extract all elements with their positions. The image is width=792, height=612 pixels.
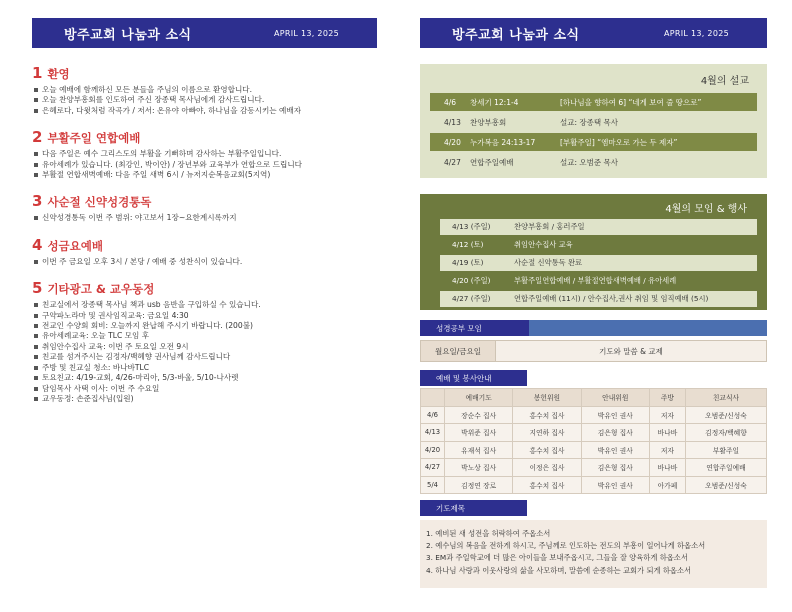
table-header-row: 예배기도 봉헌위원 안내위원 주방 친교식사 bbox=[421, 389, 767, 407]
list-item: 토요친교: 4/19-교회, 4/26-마리아, 5/3-바울, 5/10-나사렛 bbox=[32, 373, 377, 383]
bullet-icon bbox=[34, 387, 38, 391]
left-header bbox=[32, 18, 377, 48]
bullet-icon bbox=[34, 397, 38, 401]
services-bar bbox=[420, 370, 527, 386]
section-title: 환영 bbox=[47, 67, 70, 81]
event-row: 4/19 (토) 사순절 신약통독 완료 bbox=[440, 255, 757, 271]
bar-accent bbox=[529, 320, 767, 336]
bullet-icon bbox=[34, 216, 38, 220]
sermon-row: 4/20 누가복음 24:13-17 [부활주일] “엠마오로 가는 두 제자” bbox=[430, 133, 757, 151]
section-welcome bbox=[32, 64, 377, 116]
list-item: 오늘 예배에 함께하신 모든 분들을 주님의 이름으로 환영합니다. bbox=[32, 85, 377, 95]
sermon-panel-title: 4월의 설교 bbox=[700, 76, 749, 87]
list-item: 유아세례교육: 오늘 TLC 모임 후 bbox=[32, 331, 377, 341]
section-number: 2 bbox=[32, 128, 43, 147]
list-item: 교우동정: 손준집사님(입원) bbox=[32, 394, 377, 404]
section-easter bbox=[32, 128, 377, 180]
list-item: 주방 및 친교실 청소: 바나바TLC bbox=[32, 363, 377, 373]
prayer-bar bbox=[420, 500, 527, 516]
section-number: 3 bbox=[32, 192, 43, 211]
prayer-item: 3. EM과 주일학교에 더 많은 아이들을 보내주옵시고, 그들을 잘 양육하게 하옵소서 bbox=[426, 553, 688, 563]
bullet-icon bbox=[34, 152, 38, 156]
prayer-label: 기도제목 bbox=[436, 503, 465, 513]
bullet-icon bbox=[34, 109, 38, 113]
announcements bbox=[32, 64, 377, 412]
event-row: 4/27 (주일) 연합주일예배 (11시) / 안수집사,권사 취임 및 임직예배 (5시) bbox=[440, 291, 757, 307]
bullet-icon bbox=[34, 345, 38, 349]
bullet-icon bbox=[34, 314, 38, 318]
section-title: 부활주일 연합예배 bbox=[47, 131, 141, 146]
events-panel bbox=[420, 194, 767, 310]
sermon-row: 4/13 찬양부흥회 설교: 장종택 목사 bbox=[444, 117, 619, 127]
section-number: 1 bbox=[32, 64, 43, 82]
list-item: 부활절 연합새벽예배: 다음 주일 새벽 6시 / 뉴저지순복음교회(5지역) bbox=[32, 170, 377, 180]
bullet-icon bbox=[34, 324, 38, 328]
list-item: 취임안수집사 교육: 이번 주 토요일 오전 9시 bbox=[32, 342, 377, 352]
section-good-friday bbox=[32, 236, 377, 267]
bible-study-bar bbox=[420, 320, 767, 336]
section-title: 기타광고 & 교우동정 bbox=[47, 282, 155, 297]
bible-study-day: 월요일/금요일 bbox=[421, 341, 496, 361]
sermon-panel bbox=[420, 64, 767, 178]
bullet-icon bbox=[34, 303, 38, 307]
section-bible-reading bbox=[32, 192, 377, 223]
bible-study-row bbox=[420, 340, 767, 362]
services-label: 예배 및 봉사안내 bbox=[436, 373, 492, 383]
bullet-icon bbox=[34, 98, 38, 102]
events-panel-title: 4월의 모임 & 행사 bbox=[665, 204, 747, 215]
table-row: 4/27 박노상 집사 이정은 집사 김은형 집사 바나바 연합주일예배 bbox=[421, 459, 767, 477]
left-header-date: APRIL 13, 2025 bbox=[273, 28, 339, 38]
section-title: 사순절 신약성경통독 bbox=[47, 195, 152, 210]
table-row: 5/4 김정연 장로 홍수치 집사 박유인 권사 아가페 오범준/신성숙 bbox=[421, 476, 767, 494]
prayer-item: 4. 하나님 사랑과 이웃사랑의 삶을 사모하며, 말씀에 순종하는 교회가 되게 하옵소서 bbox=[426, 565, 692, 575]
list-item: 다음 주일은 예수 그리스도의 부활을 기뻐하며 감사하는 부활주일입니다. bbox=[32, 149, 377, 159]
list-item: 은혜로다, 다윗처럼 작곡가 / 저서: 온유야 아빠야, 하나님을 감동시키는 예배자 bbox=[32, 106, 377, 116]
section-misc bbox=[32, 279, 377, 404]
right-header bbox=[420, 18, 767, 48]
event-row: 4/13 (주일) 찬양부흥회 / 홍러주일 bbox=[440, 219, 757, 235]
table-row: 4/6 장순수 집사 홍수치 집사 박유인 권사 저자 오범준/신성숙 bbox=[421, 406, 767, 424]
bullet-icon bbox=[34, 334, 38, 338]
list-item: 친교실에서 장종택 목사님 책과 usb 음반을 구입하실 수 있습니다. bbox=[32, 300, 377, 310]
sermon-row: 4/27 연합주일예배 설교: 오범준 목사 bbox=[444, 157, 619, 167]
section-number: 4 bbox=[32, 235, 43, 254]
list-item: 오늘 찬양부흥회를 인도하여 주신 장종택 목사님에게 감사드립니다. bbox=[32, 95, 377, 105]
left-header-title: 방주교회 나눔과 소식 bbox=[64, 27, 192, 43]
bullet-icon bbox=[34, 376, 38, 380]
list-item: 유아세례가 있습니다. (최강인, 박이안) / 장년부와 교육부가 연합으로 드립니다 bbox=[32, 160, 377, 170]
right-header-title: 방주교회 나눔과 소식 bbox=[452, 27, 580, 43]
list-item: 이번 주 금요일 오후 3시 / 본당 / 예배 중 성찬식이 있습니다. bbox=[32, 257, 377, 267]
bullet-icon bbox=[34, 355, 38, 359]
right-header-date: APRIL 13, 2025 bbox=[663, 28, 729, 38]
bible-study-label: 성경공부 모임 bbox=[436, 323, 482, 333]
prayer-list bbox=[420, 520, 767, 588]
prayer-item: 2. 예수님의 복음을 전하게 하시고, 주님께로 인도하는 전도의 부흥이 일어나게 하옵소서 bbox=[426, 541, 706, 551]
bullet-icon bbox=[34, 173, 38, 177]
bible-study-desc: 기도와 말씀 & 교제 bbox=[496, 341, 766, 361]
list-item: 신약성경통독 이번 주 범위: 야고보서 1장~요한계시록까지 bbox=[32, 213, 377, 223]
bullet-icon bbox=[34, 260, 38, 264]
bullet-icon bbox=[34, 88, 38, 92]
list-item: 전교인 수양회 회비: 오늘까지 완납해 주시기 바랍니다. (200불) bbox=[32, 321, 377, 331]
list-item: 구약파노라마 및 권사임직교육: 금요일 4:30 bbox=[32, 311, 377, 321]
list-item: 담임목사 사택 이사: 이번 주 수요일 bbox=[32, 384, 377, 394]
list-item: 친교를 섬겨주시는 김정자/백혜향 권사님께 감사드립니다 bbox=[32, 352, 377, 362]
bullet-icon bbox=[34, 366, 38, 370]
bullet-icon bbox=[34, 163, 38, 167]
table-row: 4/20 유재석 집사 홍수치 집사 박유인 권사 저자 부활주일 bbox=[421, 441, 767, 459]
section-title: 성금요예배 bbox=[47, 238, 103, 253]
event-row: 4/12 (토) 취임안수집사 교육 bbox=[452, 240, 573, 249]
prayer-item: 1. 예비된 새 성전을 허락하여 주옵소서 bbox=[426, 529, 551, 538]
section-number: 5 bbox=[32, 279, 43, 298]
sermon-row: 4/6 창세기 12:1-4 [하나님을 향하여 6] “네게 보여 줄 땅으로” bbox=[430, 93, 757, 111]
event-row: 4/20 (주일) 부활주일연합예배 / 부활절연합새벽예배 / 유아세례 bbox=[452, 276, 677, 285]
table-row: 4/13 박위준 집사 지연하 집사 김은형 집사 바나바 김정자/백혜향 bbox=[421, 424, 767, 442]
services-table bbox=[420, 388, 767, 494]
